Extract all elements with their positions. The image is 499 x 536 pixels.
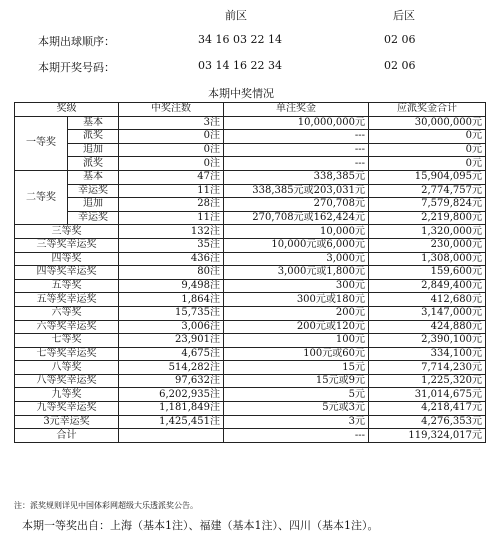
- prize-level-name: 二等奖: [15, 170, 68, 224]
- prize-level-name: 3元幸运奖: [15, 415, 119, 429]
- prize-level-name: 七等奖: [15, 334, 119, 348]
- prize-per-ticket-cell: 3,000元: [224, 252, 369, 266]
- table-row: [15, 320, 486, 334]
- section-title: 本期中奖情况: [208, 87, 274, 100]
- draw-order-label: 本期出球顺序：: [38, 35, 115, 48]
- table-row: [15, 157, 486, 171]
- total-payout-cell: 2,849,400元: [369, 279, 486, 293]
- total-payout-cell: 230,000元: [369, 238, 486, 252]
- prize-per-ticket-cell: 3,000元或1,800元: [224, 266, 369, 280]
- winning-count-cell: 47注: [119, 170, 224, 184]
- prize-per-ticket-cell: 10,000,000元: [224, 116, 369, 130]
- prize-level-name: 九等奖幸运奖: [15, 402, 119, 416]
- winning-count-cell: 1,864注: [119, 293, 224, 307]
- total-payout-cell: 119,324,017元: [369, 429, 486, 443]
- total-payout-cell: 159,600元: [369, 266, 486, 280]
- table-row: [15, 293, 486, 307]
- header-prize-per-ticket: 单注奖金: [224, 103, 369, 117]
- winning-count-cell: 80注: [119, 266, 224, 280]
- total-payout-cell: 2,219,800元: [369, 211, 486, 225]
- table-row: [15, 402, 486, 416]
- prize-per-ticket-cell: ---: [224, 157, 369, 171]
- draw-order-back-numbers: 02 06: [384, 33, 416, 46]
- total-payout-cell: 4,276,353元: [369, 415, 486, 429]
- prize-sublevel-name: 追加: [68, 198, 119, 212]
- payout-rule-note: 注：派奖规则详见中国体彩网超级大乐透派奖公告。: [14, 501, 198, 510]
- total-payout-cell: 1,320,000元: [369, 225, 486, 239]
- prize-sublevel-name: 幸运奖: [68, 211, 119, 225]
- header-total-payout: 应派奖金合计: [369, 103, 486, 117]
- prize-per-ticket-cell: 100元或60元: [224, 347, 369, 361]
- total-payout-cell: 0元: [369, 157, 486, 171]
- winning-count-cell: 28注: [119, 198, 224, 212]
- prize-per-ticket-cell: 300元或180元: [224, 293, 369, 307]
- winning-count-cell: 11注: [119, 184, 224, 198]
- prize-sublevel-name: 追加: [68, 143, 119, 157]
- header-prize-level: 奖级: [15, 103, 119, 117]
- total-payout-cell: 334,100元: [369, 347, 486, 361]
- total-payout-cell: 1,225,320元: [369, 374, 486, 388]
- prize-level-name: 五等奖幸运奖: [15, 293, 119, 307]
- winning-count-cell: 132注: [119, 225, 224, 239]
- total-payout-cell: 4,218,417元: [369, 402, 486, 416]
- prize-level-name: 七等奖幸运奖: [15, 347, 119, 361]
- prize-per-ticket-cell: ---: [224, 429, 369, 443]
- prize-per-ticket-cell: 338,385元或203,031元: [224, 184, 369, 198]
- table-row: [15, 170, 486, 184]
- winning-count-cell: 3,006注: [119, 320, 224, 334]
- winning-count-cell: 436注: [119, 252, 224, 266]
- front-zone-label: 前区: [225, 9, 247, 22]
- table-row: [15, 130, 486, 144]
- prize-per-ticket-cell: 200元或120元: [224, 320, 369, 334]
- prize-level-name: 八等奖: [15, 361, 119, 375]
- winning-count-cell: 35注: [119, 238, 224, 252]
- winning-count-cell: 3注: [119, 116, 224, 130]
- total-payout-cell: 31,014,675元: [369, 388, 486, 402]
- table-row: [15, 388, 486, 402]
- table-row: [15, 361, 486, 375]
- prize-level-name: 五等奖: [15, 279, 119, 293]
- winning-count-cell: 11注: [119, 211, 224, 225]
- prize-per-ticket-cell: ---: [224, 143, 369, 157]
- winning-count-cell: 514,282注: [119, 361, 224, 375]
- prize-level-name: 八等奖幸运奖: [15, 374, 119, 388]
- table-row: [15, 143, 486, 157]
- total-payout-cell: 412,680元: [369, 293, 486, 307]
- winning-count-cell: [119, 429, 224, 443]
- prize-per-ticket-cell: ---: [224, 130, 369, 144]
- table-row: [15, 198, 486, 212]
- prize-level-name: 六等奖: [15, 306, 119, 320]
- table-row: [15, 225, 486, 239]
- header-winning-count: 中奖注数: [119, 103, 224, 117]
- prize-level-name: 三等奖: [15, 225, 119, 239]
- total-payout-cell: 2,390,100元: [369, 334, 486, 348]
- table-row: [15, 116, 486, 130]
- prize-sublevel-name: 派奖: [68, 130, 119, 144]
- prize-sublevel-name: 基本: [68, 116, 119, 130]
- total-payout-cell: 7,714,230元: [369, 361, 486, 375]
- total-payout-cell: 424,880元: [369, 320, 486, 334]
- prize-sublevel-name: 基本: [68, 170, 119, 184]
- table-row: [15, 334, 486, 348]
- table-row: [15, 347, 486, 361]
- prize-per-ticket-cell: 15元或9元: [224, 374, 369, 388]
- prize-per-ticket-cell: 338,385元: [224, 170, 369, 184]
- prize-per-ticket-cell: 270,708元或162,424元: [224, 211, 369, 225]
- sorted-front-numbers: 03 14 16 22 34: [198, 59, 282, 72]
- first-prize-winners: 本期一等奖出自：上海（基本1注）、福建（基本1注）、四川（基本1注）。: [22, 519, 379, 532]
- winning-count-cell: 4,675注: [119, 347, 224, 361]
- prize-sublevel-name: 幸运奖: [68, 184, 119, 198]
- prize-sublevel-name: 派奖: [68, 157, 119, 171]
- draw-order-front-numbers: 34 16 03 22 14: [198, 33, 282, 46]
- winning-count-cell: 9,498注: [119, 279, 224, 293]
- table-row: [15, 238, 486, 252]
- prize-per-ticket-cell: 10,000元: [224, 225, 369, 239]
- total-payout-cell: 15,904,095元: [369, 170, 486, 184]
- prize-level-name: 九等奖: [15, 388, 119, 402]
- table-row: [15, 374, 486, 388]
- winning-count-cell: 1,425,451注: [119, 415, 224, 429]
- table-row: [15, 429, 486, 443]
- prize-level-name: 四等奖: [15, 252, 119, 266]
- winning-count-cell: 15,735注: [119, 306, 224, 320]
- total-payout-cell: 2,774,757元: [369, 184, 486, 198]
- table-row: [15, 184, 486, 198]
- prize-per-ticket-cell: 3元: [224, 415, 369, 429]
- table-row: [15, 279, 486, 293]
- prize-per-ticket-cell: 100元: [224, 334, 369, 348]
- prize-table: [14, 102, 486, 443]
- prize-per-ticket-cell: 300元: [224, 279, 369, 293]
- table-row: [15, 252, 486, 266]
- sorted-back-numbers: 02 06: [384, 59, 416, 72]
- total-payout-cell: 0元: [369, 130, 486, 144]
- table-row: [15, 266, 486, 280]
- prize-per-ticket-cell: 270,708元: [224, 198, 369, 212]
- prize-per-ticket-cell: 200元: [224, 306, 369, 320]
- prize-level-name: 四等奖幸运奖: [15, 266, 119, 280]
- winning-count-cell: 23,901注: [119, 334, 224, 348]
- total-payout-cell: 1,308,000元: [369, 252, 486, 266]
- back-zone-label: 后区: [393, 9, 415, 22]
- total-payout-cell: 30,000,000元: [369, 116, 486, 130]
- table-row: [15, 211, 486, 225]
- winning-count-cell: 97,632注: [119, 374, 224, 388]
- prize-level-name: 一等奖: [15, 116, 68, 170]
- table-header-row: [15, 103, 486, 117]
- table-row: [15, 415, 486, 429]
- sorted-numbers-label: 本期开奖号码：: [38, 61, 115, 74]
- prize-per-ticket-cell: 15元: [224, 361, 369, 375]
- winning-count-cell: 0注: [119, 143, 224, 157]
- total-payout-cell: 3,147,000元: [369, 306, 486, 320]
- total-payout-cell: 7,579,824元: [369, 198, 486, 212]
- table-row: [15, 306, 486, 320]
- total-payout-cell: 0元: [369, 143, 486, 157]
- prize-level-name: 合计: [15, 429, 119, 443]
- prize-level-name: 六等奖幸运奖: [15, 320, 119, 334]
- prize-per-ticket-cell: 5元: [224, 388, 369, 402]
- prize-per-ticket-cell: 10,000元或6,000元: [224, 238, 369, 252]
- prize-level-name: 三等奖幸运奖: [15, 238, 119, 252]
- winning-count-cell: 0注: [119, 157, 224, 171]
- prize-per-ticket-cell: 5元或3元: [224, 402, 369, 416]
- winning-count-cell: 0注: [119, 130, 224, 144]
- winning-count-cell: 1,181,849注: [119, 402, 224, 416]
- winning-count-cell: 6,202,935注: [119, 388, 224, 402]
